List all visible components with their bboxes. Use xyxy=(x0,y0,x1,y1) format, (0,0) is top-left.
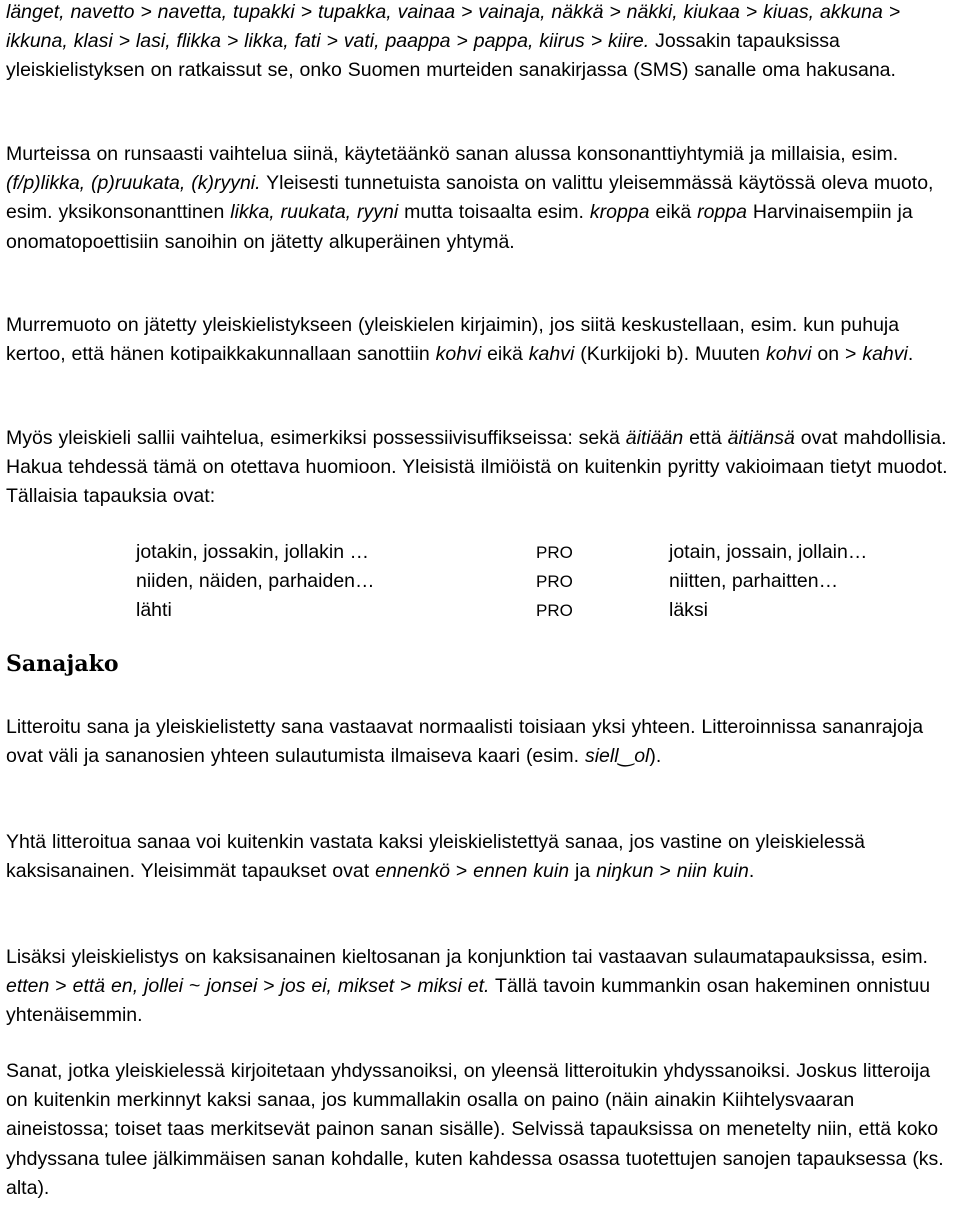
text: Myös yleiskieli sallii vaihtelua, esimerkiksi possessiivisuffikseissa: sekä xyxy=(6,427,626,449)
text-italic: kahvi xyxy=(528,343,575,366)
text: (Kurkijoki b). Muuten xyxy=(574,343,766,366)
text-italic: että en, jollei xyxy=(72,975,184,998)
example-row xyxy=(136,567,936,596)
example-variant: niitten, parhaitten… xyxy=(669,570,839,593)
text: > xyxy=(394,975,418,998)
paragraph-3 xyxy=(6,311,950,369)
text: ~ xyxy=(183,975,207,998)
example-standard: jotakin, jossakin, jollakin … xyxy=(136,541,370,563)
text-italic: miksi et. xyxy=(417,975,490,998)
text: Murteissa on runsaasti vaihtelua siinä, käytetäänkö sanan alussa konsonanttiyhtymiä ja millaisia, esim. xyxy=(6,143,899,165)
text-italic: jonsei xyxy=(206,975,258,998)
text-italic: kohvi xyxy=(765,343,812,366)
text: Murremuoto on jätetty yleiskielistykseen (yleiskielen kirjaimin), jos siitä keskustellaan, esim. kun puhuja kertoo, että hänen kotipaikkakunnallaan sanottiin xyxy=(6,314,900,366)
text: > xyxy=(49,975,73,998)
text-italic: ennenkö xyxy=(375,860,450,883)
text-italic: niin kuin xyxy=(676,860,749,883)
example-row xyxy=(136,596,936,625)
paragraph-7 xyxy=(6,943,950,1031)
text: Harvinaisempiin ja onomatopoettisiin sanoihin on jätetty alkuperäinen yhtymä. xyxy=(6,201,913,253)
text-italic: roppa xyxy=(697,201,747,224)
paragraph-1 xyxy=(6,0,950,86)
text: . xyxy=(907,343,914,366)
text-italic: kroppa xyxy=(589,201,650,224)
example-standard: lähti xyxy=(136,599,172,622)
text: > xyxy=(653,860,677,883)
text: ovat mahdollisia. Hakua tehdessä tämä on otettava huomioon. Yleisistä ilmiöistä on kuitenkin pyritty vakioimaan tietyt muodot. Tällaisia tapauksia ovat: xyxy=(6,427,948,508)
text-italic: länget, navetto > navetta, tupakki > tupakka, vainaa > vainaja, näkkä > näkki, kiukaa > kiuas, akkuna > ikkuna, klasi > lasi, flikka > likka, fati > vati, paappa > pappa, kiirus > kiire. xyxy=(6,1,901,53)
text-italic: jos ei, mikset xyxy=(280,975,395,998)
text: Lisäksi yleiskielistys on kaksisanainen kieltosanan ja konjunktion tai vastaavan sulaumatapauksissa, esim. xyxy=(6,946,928,968)
text: on > xyxy=(811,343,863,366)
text: ja xyxy=(569,860,597,883)
text: Tällä tavoin kummankin osan hakeminen onnistuu yhtenäisemmin. xyxy=(6,975,931,1027)
example-pro: PRO xyxy=(536,572,573,592)
section-heading: Sanajako xyxy=(6,651,119,677)
text: > xyxy=(257,975,281,998)
paragraph-8: Sanat, jotka yleiskielessä kirjoitetaan yhdyssanoiksi, on yleensä litteroitukin yhdyssanoiksi. Joskus litteroija on kuitenkin merkinnyt kaksi sanaa, jos kummallakin osalla on paino (näin ainakin Kiihtelysvaaran aineistossa; toiset taas merkitsevät painon sanan sisälle). Selvissä tapauksissa on menetelty niin, että koko yhdyssana tulee jälkimmäisen sanan kohdalle, kuten kahdessa osassa tuotettujen sanojen tapauksessa (ks. alta). xyxy=(6,1060,944,1199)
text: Jossakin tapauksissa yleiskielistyksen on ratkaissut se, onko Suomen murteiden sanakirjassa (SMS) sanalle oma hakusana. xyxy=(6,30,896,82)
text-italic: äitiänsä xyxy=(727,427,795,449)
text: eikä xyxy=(649,201,698,224)
text-italic: äitiään xyxy=(625,427,684,449)
text: että xyxy=(683,427,728,449)
example-table xyxy=(136,538,936,626)
example-variant: läksi xyxy=(669,599,709,622)
paragraph-4 xyxy=(6,424,950,512)
example-pro: PRO xyxy=(536,601,573,621)
text: Yhtä litteroitua sanaa voi kuitenkin vastata kaksi yleiskielistettyä sanaa, jos vastine on yleiskielessä kaksisanainen. Yleisimmät tapaukset ovat xyxy=(6,831,866,883)
example-pro: PRO xyxy=(536,543,573,562)
text-italic: ennen kuin xyxy=(473,860,570,883)
text-italic: likka, ruukata, ryyni xyxy=(230,201,399,224)
paragraph-2 xyxy=(6,140,950,257)
text: Litteroitu sana ja yleiskielistetty sana vastaavat normaalisti toisiaan yksi yhteen. Litteroinnissa sananrajoja ovat väli ja sananosien yhteen sulautumista ilmaiseva kaari (esim. xyxy=(6,716,924,768)
text: ). xyxy=(649,745,662,768)
text-italic: (f/p)likka, (p)ruukata, (k)ryyni. xyxy=(6,172,261,195)
text-italic: siell‿ol xyxy=(584,745,650,768)
text-italic: kohvi xyxy=(435,343,482,366)
text: > xyxy=(449,860,474,883)
text: eikä xyxy=(481,343,529,366)
example-row xyxy=(136,538,936,567)
text: Yleisesti tunnetuista sanoista on valittu yleisemmässä käytössä oleva muoto, esim. yksikonsonanttinen xyxy=(6,172,934,224)
example-variant: jotain, jossain, jollain… xyxy=(669,541,868,563)
paragraph-5 xyxy=(6,713,950,771)
text: mutta toisaalta esim. xyxy=(398,201,590,224)
text-italic: etten xyxy=(6,975,50,998)
text-italic: niŋkun xyxy=(596,860,654,883)
paragraph-6 xyxy=(6,828,950,886)
text: . xyxy=(748,860,755,883)
example-standard: niiden, näiden, parhaiden… xyxy=(136,570,375,593)
text-italic: kahvi xyxy=(862,343,908,366)
